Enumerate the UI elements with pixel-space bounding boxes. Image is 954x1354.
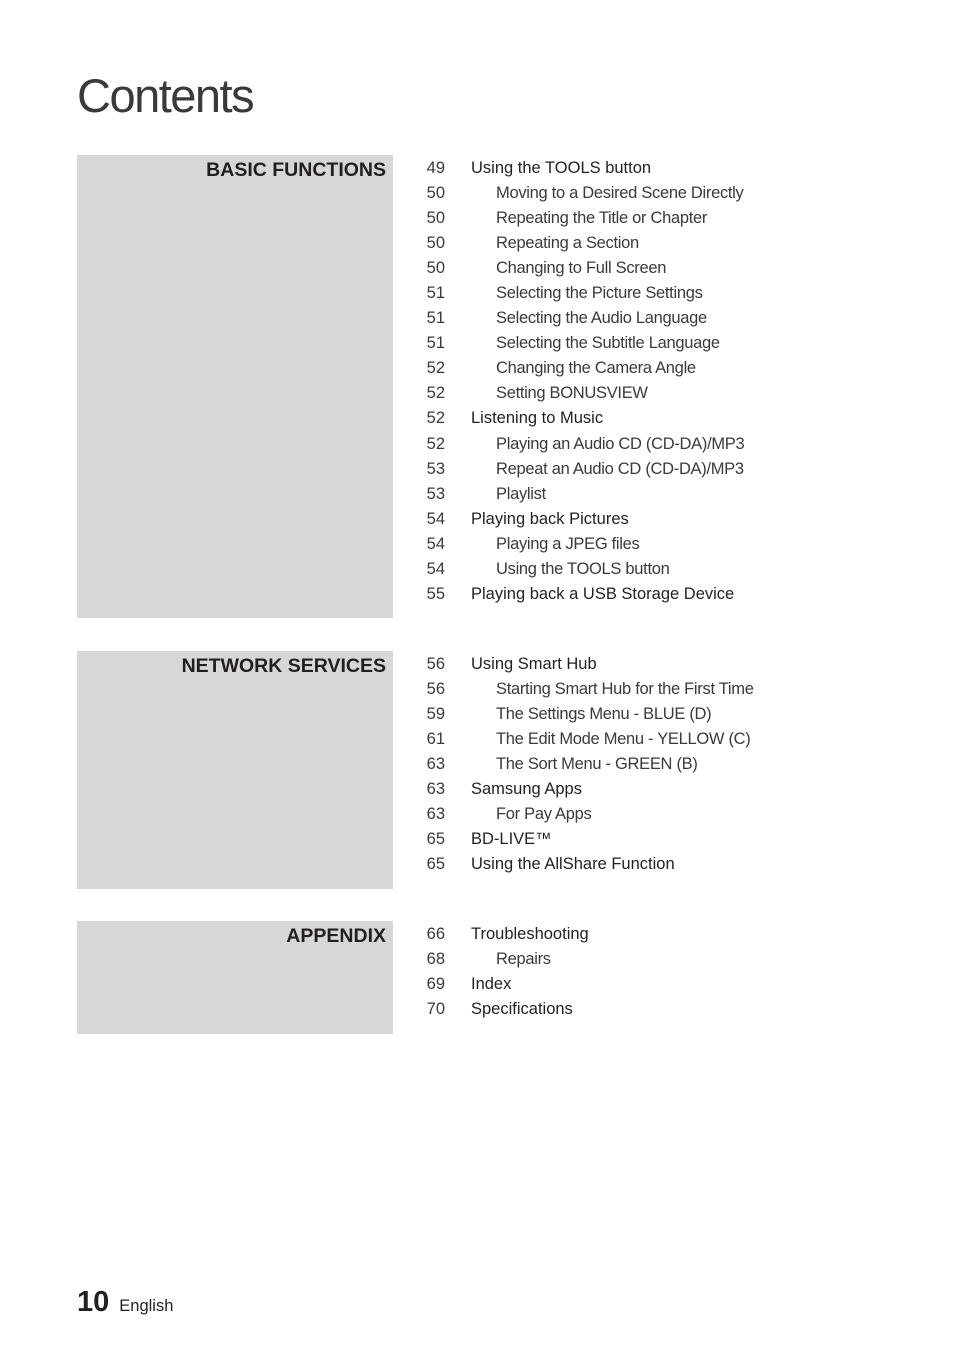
toc-entry[interactable]: [410, 257, 850, 282]
toc-entry[interactable]: [410, 998, 850, 1023]
toc-page-number: 50: [426, 209, 445, 228]
toc-entry-title: Using the TOOLS button: [496, 559, 670, 578]
toc-page-number: 51: [426, 309, 445, 328]
toc-entry[interactable]: [410, 533, 850, 558]
toc-page-number: 52: [426, 359, 445, 378]
toc-entry-title: Starting Smart Hub for the First Time: [496, 680, 754, 699]
toc-entry[interactable]: [410, 382, 850, 407]
toc-entry-title: Playlist: [496, 484, 546, 503]
toc-entry[interactable]: [410, 157, 850, 182]
toc-page-number: 63: [426, 755, 445, 774]
toc-entry[interactable]: [410, 232, 850, 257]
toc-page-number: 66: [426, 925, 445, 943]
toc-page-number: 61: [426, 730, 445, 749]
toc-entry[interactable]: [410, 853, 850, 878]
toc-page-number: 52: [426, 384, 445, 403]
toc-entry-title: Using Smart Hub: [471, 655, 597, 673]
section-label-box: [77, 921, 393, 1034]
toc-entry[interactable]: [410, 558, 850, 583]
page-footer: [77, 1286, 173, 1319]
section-network-services: [77, 651, 837, 889]
toc-entry-title: Repeat an Audio CD (CD-DA)/MP3: [496, 459, 744, 478]
toc-page-number: 54: [426, 559, 445, 578]
toc-entry[interactable]: [410, 828, 850, 853]
toc-page-number: 56: [426, 655, 445, 673]
toc-entry-title: Setting BONUSVIEW: [496, 384, 648, 403]
toc-entry[interactable]: [410, 678, 850, 703]
toc-entry[interactable]: [410, 778, 850, 803]
section-label-box: [77, 651, 393, 889]
section-basic-functions: [77, 155, 837, 618]
toc-page-number: 69: [426, 975, 445, 994]
toc-entry-title: Changing to Full Screen: [496, 259, 667, 278]
toc-page-number: 51: [426, 334, 445, 353]
toc-entry[interactable]: [410, 753, 850, 778]
toc-entry-title: Repairs: [496, 950, 551, 969]
toc-page-number: 52: [426, 409, 445, 428]
toc-entry-title: Using the AllShare Function: [471, 855, 675, 874]
toc-entry-title: Repeating the Title or Chapter: [496, 209, 708, 228]
toc-entry-title: Playing an Audio CD (CD-DA)/MP3: [496, 434, 745, 453]
toc-page-number: 50: [426, 234, 445, 253]
section-appendix: [77, 921, 837, 1034]
page-title: Contents: [77, 69, 254, 122]
toc-page-number: 65: [426, 855, 445, 874]
toc-entry-title: The Settings Menu - BLUE (D): [496, 705, 712, 724]
toc-entry[interactable]: [410, 282, 850, 307]
toc-entry-title: Selecting the Picture Settings: [496, 284, 703, 303]
toc-page-number: 70: [426, 1000, 445, 1019]
toc-page-number: 55: [426, 584, 445, 603]
toc-entries: [410, 923, 850, 1023]
toc-page-number: 56: [426, 680, 445, 699]
toc-page-number: 53: [426, 459, 445, 478]
toc-entry[interactable]: [410, 728, 850, 753]
toc-entry-title: Selecting the Audio Language: [496, 309, 707, 328]
toc-entry[interactable]: [410, 357, 850, 382]
toc-entry-title: Playing back Pictures: [471, 509, 629, 528]
toc-page-number: 65: [426, 830, 445, 849]
page-number: 10: [77, 1286, 110, 1318]
toc-page-number: 50: [426, 259, 445, 278]
toc-entry[interactable]: [410, 923, 850, 948]
toc-entry-title: Specifications: [471, 1000, 573, 1019]
section-label: NETWORK SERVICES: [181, 655, 386, 677]
toc-page-number: 63: [426, 805, 445, 824]
section-label: APPENDIX: [286, 925, 386, 947]
toc-entry-title: Playing back a USB Storage Device: [471, 584, 735, 603]
toc-entry[interactable]: [410, 653, 850, 678]
toc-entry-title: Listening to Music: [471, 409, 604, 428]
toc-entry-title: Samsung Apps: [471, 780, 582, 799]
toc-entry[interactable]: [410, 433, 850, 458]
toc-page-number: 59: [426, 705, 445, 724]
toc-entry-title: The Sort Menu - GREEN (B): [496, 755, 698, 774]
toc-entries: [410, 157, 850, 608]
footer-language: English: [119, 1297, 174, 1315]
toc-page-number: 53: [426, 484, 445, 503]
toc-entry[interactable]: [410, 973, 850, 998]
section-label: BASIC FUNCTIONS: [206, 159, 386, 181]
toc-entry[interactable]: [410, 332, 850, 357]
toc-entry-title: The Edit Mode Menu - YELLOW (C): [496, 730, 751, 749]
toc-entry[interactable]: [410, 182, 850, 207]
toc-entry[interactable]: [410, 483, 850, 508]
toc-entry-title: BD-LIVE™: [471, 830, 552, 849]
toc-entry-title: Troubleshooting: [471, 925, 589, 943]
toc-entry[interactable]: [410, 508, 850, 533]
toc-entry-title: Selecting the Subtitle Language: [496, 334, 720, 353]
toc-entry[interactable]: [410, 307, 850, 332]
toc-entry-title: For Pay Apps: [496, 805, 592, 824]
toc-entry[interactable]: [410, 803, 850, 828]
toc-entries: [410, 653, 850, 878]
toc-entry-title: Index: [471, 975, 512, 994]
toc-page-number: 49: [426, 159, 445, 177]
toc-page-number: 54: [426, 534, 445, 553]
toc-entry[interactable]: [410, 407, 850, 432]
toc-entry-title: Moving to a Desired Scene Directly: [496, 184, 744, 203]
toc-page-number: 63: [426, 780, 445, 799]
toc-page-number: 50: [426, 184, 445, 203]
toc-entry-title: Changing the Camera Angle: [496, 359, 696, 378]
toc-entry[interactable]: [410, 207, 850, 232]
toc-page-number: 52: [426, 434, 445, 453]
toc-entry[interactable]: [410, 948, 850, 973]
toc-entry-title: Repeating a Section: [496, 234, 639, 253]
toc-entry-title: Using the TOOLS button: [471, 159, 652, 177]
toc-page-number: 51: [426, 284, 445, 303]
toc-entry[interactable]: [410, 583, 850, 608]
toc-page-number: 68: [426, 950, 445, 969]
section-label-box: [77, 155, 393, 618]
toc-page-number: 54: [426, 509, 445, 528]
toc-entry-title: Playing a JPEG files: [496, 534, 640, 553]
toc-entry[interactable]: [410, 458, 850, 483]
toc-entry[interactable]: [410, 703, 850, 728]
